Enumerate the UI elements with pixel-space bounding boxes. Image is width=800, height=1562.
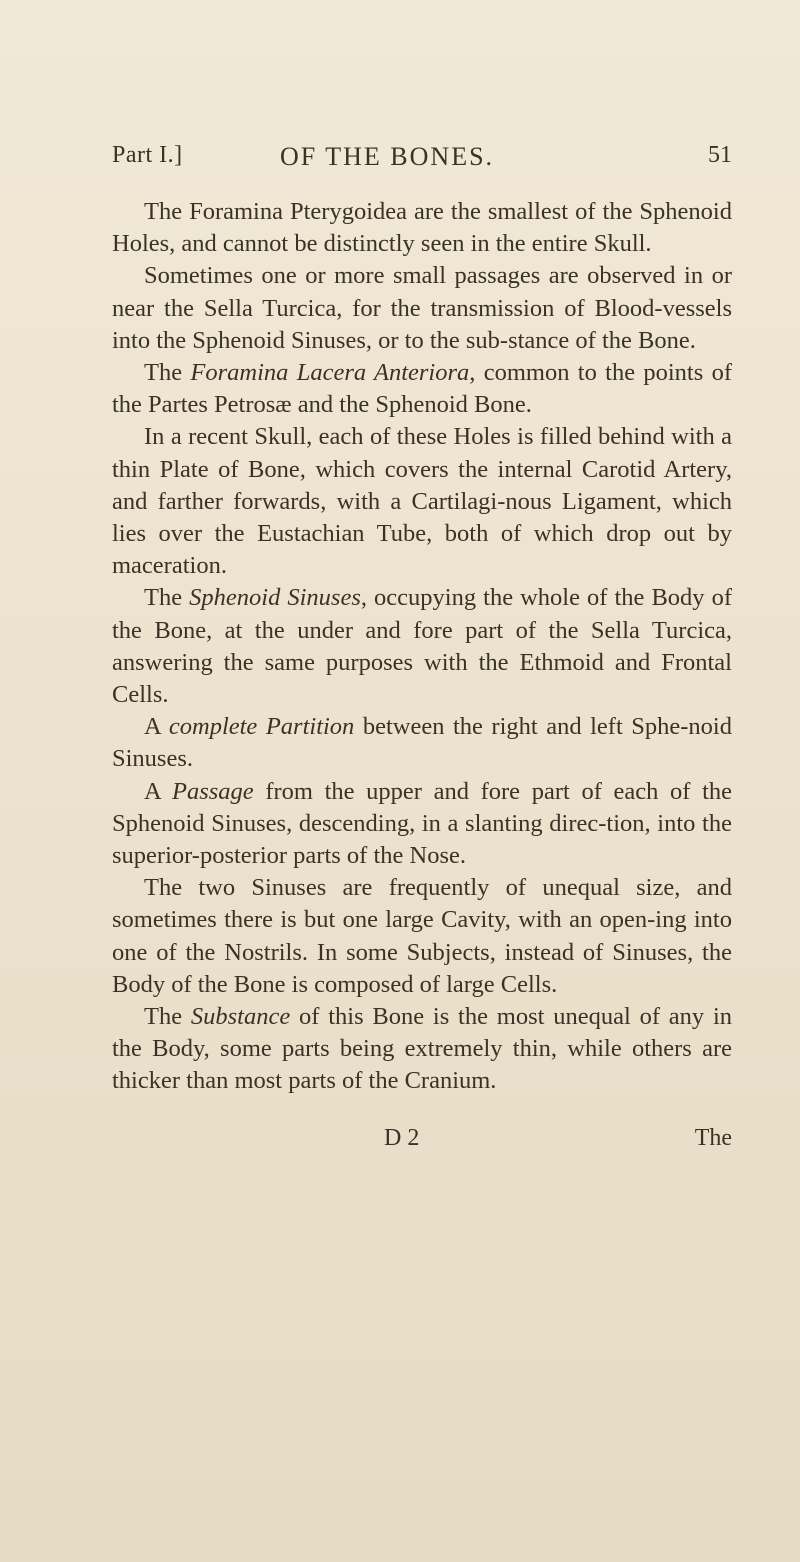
paragraph <box>112 582 732 711</box>
text-run: In a recent Skull, each of these Holes is filled behind with a thin Plate of Bone, which covers the internal Carotid Artery, and farther forwards, with a Cartilagi-nous Ligament, which lies over the Eustachian Tube, both of which drop out by maceration. <box>112 423 732 580</box>
text-run: The two Sinuses are frequently of unequal size, and sometimes there is but one large Cavity, with an open-ing into one of the Nostrils. In some Subjects, instead of Sinuses, the Body of the Bone is composed of large Cells. <box>112 874 732 998</box>
text-run: The <box>144 1003 191 1031</box>
paragraph <box>112 260 732 357</box>
italic-term: Substance <box>190 1003 291 1031</box>
part-label: Part I.] <box>112 142 183 168</box>
running-header <box>112 142 732 182</box>
paragraph <box>112 711 732 775</box>
italic-term: Sphenoid Sinuses <box>189 584 361 612</box>
catchword: The <box>694 1125 732 1151</box>
paragraph <box>112 196 732 260</box>
text-run: , common to the points of the Partes Petrosæ and the Sphenoid Bone. <box>112 359 732 419</box>
signature-mark: D 2 <box>384 1125 420 1151</box>
running-title: OF THE BONES. <box>280 142 495 171</box>
page-footer <box>112 1125 732 1159</box>
paragraph <box>112 357 732 421</box>
text-run: from the upper and fore part of each of the Sphenoid Sinuses, descending, in a slanting direc-tion, into the superior-posterior parts of the Nose. <box>112 777 733 870</box>
paragraph <box>112 1001 732 1098</box>
text-run: of this Bone is the most unequal of any in the Body, some parts being extremely thin, while others are thicker than most parts of the Cranium. <box>112 1003 732 1095</box>
page-number: 51 <box>708 142 732 168</box>
text-run: , occupying the whole of the Body of the Bone, at the under and fore part of the Sella Turcica, answering the same purposes with the Ethmoid and Frontal Cells. <box>112 584 733 709</box>
italic-term: Passage <box>172 777 254 805</box>
text-run: The <box>144 584 190 612</box>
italic-term: Foramina Lacera Anteriora <box>190 359 470 387</box>
text-run: The <box>144 359 191 387</box>
italic-term: complete Partition <box>168 713 355 741</box>
text-run: between the right and left Sphe-noid Sinuses. <box>112 713 732 773</box>
paragraph <box>112 872 732 1001</box>
text-run: A <box>144 713 169 741</box>
text-run: Sometimes one or more small passages are observed in or near the Sella Turcica, for the transmission of Blood-vessels into the Sphenoid Sinuses, or to the sub-stance of the Bone. <box>112 262 732 354</box>
paragraph <box>112 421 732 582</box>
text-run: The Foramina Pterygoidea are the smallest of the Sphenoid Holes, and cannot be distinctly seen in the entire Skull. <box>112 198 732 258</box>
body-text <box>112 196 732 1098</box>
paragraph <box>112 776 732 873</box>
text-run: A <box>144 777 172 805</box>
